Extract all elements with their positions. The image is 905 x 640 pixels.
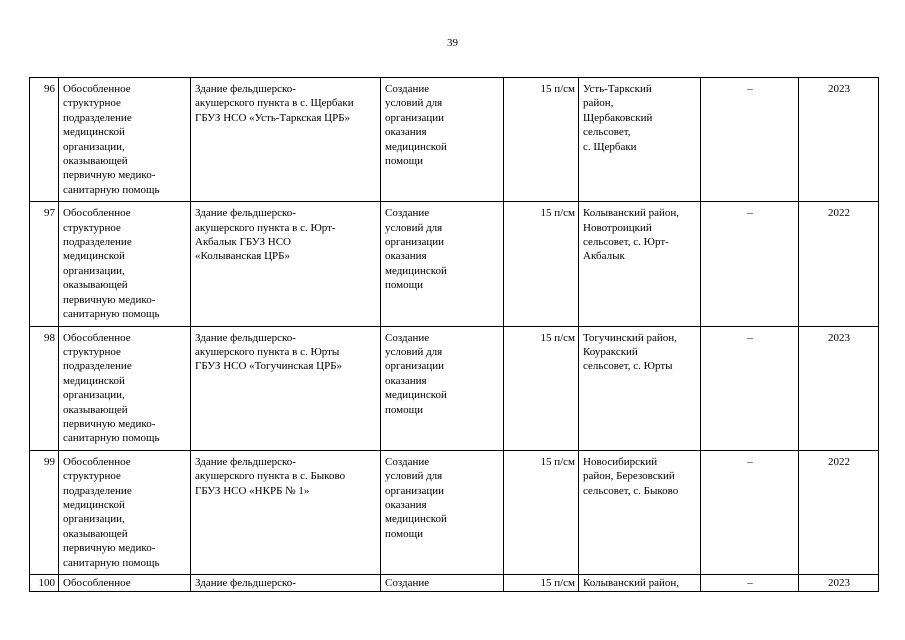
purpose-line: оказания <box>385 126 427 139</box>
organization-type-line: санитарную помощь <box>63 556 160 569</box>
organization-type-line: оказывающей <box>63 279 128 292</box>
building-name-line: акушерского пункта в с. Юрты <box>195 345 340 358</box>
organization-type-line: первичную медико- <box>63 169 156 182</box>
organization-type <box>59 450 191 574</box>
building-name <box>191 450 381 574</box>
completion-year: 2022 <box>799 202 879 326</box>
organization-type <box>59 78 191 202</box>
location-line: Колыванский район, <box>583 577 679 589</box>
purpose-line: медицинской <box>385 264 447 277</box>
purpose-line: условий для <box>385 97 443 110</box>
building-name-line: Здание фельдшерско- <box>195 455 296 468</box>
location <box>579 202 701 326</box>
page-number: 39 <box>447 37 458 49</box>
purpose-line: помощи <box>385 403 423 416</box>
purpose-line: Создание <box>385 577 430 589</box>
location-line: сельсовет, с. Юрт- <box>583 236 669 249</box>
location <box>579 450 701 574</box>
purpose-line: помощи <box>385 527 423 540</box>
purpose <box>381 450 504 574</box>
completion-year: 2023 <box>799 575 879 592</box>
location-line: Тогучинский район, <box>583 331 677 344</box>
table-body <box>30 78 879 592</box>
location-line: Колыванский район, <box>583 207 679 220</box>
building-name-line: ГБУЗ НСО «Тогучинская ЦРБ» <box>195 360 343 373</box>
building-name <box>191 78 381 202</box>
table-row <box>30 202 879 326</box>
purpose-line: медицинской <box>385 513 447 526</box>
financing: – <box>701 326 799 450</box>
purpose-line: Создание <box>385 331 430 344</box>
purpose-line: условий для <box>385 345 443 358</box>
row-number: 98 <box>30 326 59 450</box>
organization-type <box>59 202 191 326</box>
organization-type-line: санитарную помощь <box>63 308 160 321</box>
location-line: район, <box>583 97 614 110</box>
capacity: 15 п/см <box>504 202 579 326</box>
financing: – <box>701 575 799 592</box>
purpose-line: оказания <box>385 498 427 511</box>
organization-type-line: Обособленное <box>63 577 131 589</box>
organization-type-line: подразделение <box>63 484 132 497</box>
location <box>579 78 701 202</box>
financing: – <box>701 450 799 574</box>
location-line: Щербаковский <box>583 111 653 124</box>
organization-type-line: медицинской <box>63 250 125 263</box>
organization-type-line: структурное <box>63 221 121 234</box>
building-name-line: Здание фельдшерско- <box>195 83 296 95</box>
organization-type-line: первичную медико- <box>63 417 156 430</box>
purpose-line: организации <box>385 236 445 249</box>
row-number: 99 <box>30 450 59 574</box>
organization-type-line: медицинской <box>63 374 125 387</box>
organization-type-line: структурное <box>63 470 121 483</box>
financing: – <box>701 202 799 326</box>
table-row <box>30 575 879 592</box>
organization-type <box>59 575 191 592</box>
purpose-line: оказания <box>385 374 427 387</box>
organization-type-line: Обособленное <box>63 207 131 220</box>
building-name <box>191 326 381 450</box>
location <box>579 575 701 592</box>
location-line: Усть-Таркский <box>583 83 652 95</box>
organization-type-line: оказывающей <box>63 527 128 540</box>
organization-type-line: медицинской <box>63 126 125 139</box>
row-number: 100 <box>30 575 59 592</box>
building-name-line: акушерского пункта в с. Быково <box>195 470 346 483</box>
organization-type-line: подразделение <box>63 360 132 373</box>
building-name-line: ГБУЗ НСО «НКРБ № 1» <box>195 484 310 497</box>
row-number: 96 <box>30 78 59 202</box>
table-row <box>30 78 879 202</box>
organization-type-line: организации, <box>63 264 125 277</box>
location-line: сельсовет, с. Юрты <box>583 360 673 373</box>
organization-type-line: оказывающей <box>63 155 128 168</box>
organization-type-line: санитарную помощь <box>63 183 160 196</box>
purpose-line: медицинской <box>385 140 447 153</box>
building-name <box>191 575 381 592</box>
location-line: сельсовет, <box>583 126 631 139</box>
building-name-line: Здание фельдшерско- <box>195 207 296 220</box>
capacity: 15 п/см <box>504 78 579 202</box>
building-name-line: акушерского пункта в с. Щербаки <box>195 97 354 110</box>
organization-type <box>59 326 191 450</box>
building-name <box>191 202 381 326</box>
organization-type-line: структурное <box>63 97 121 110</box>
organization-type-line: организации, <box>63 140 125 153</box>
purpose-line: помощи <box>385 279 423 292</box>
purpose-line: организации <box>385 111 445 124</box>
objects-table <box>29 77 879 592</box>
location-line: район, Березовский <box>583 470 675 483</box>
purpose-line: помощи <box>385 155 423 168</box>
building-name-line: «Колыванская ЦРБ» <box>195 250 290 263</box>
purpose-line: условий для <box>385 470 443 483</box>
organization-type-line: организации, <box>63 389 125 402</box>
organization-type-line: санитарную помощь <box>63 432 160 445</box>
purpose-line: Создание <box>385 455 430 468</box>
location-line: Новотроицкий <box>583 221 652 234</box>
purpose <box>381 202 504 326</box>
organization-type-line: первичную медико- <box>63 293 156 306</box>
location-line: с. Щербаки <box>583 140 637 153</box>
table-row <box>30 326 879 450</box>
capacity: 15 п/см <box>504 450 579 574</box>
location-line: Новосибирский <box>583 455 658 468</box>
purpose-line: оказания <box>385 250 427 263</box>
location-line: Акбалык <box>583 250 625 263</box>
building-name-line: Здание фельдшерско- <box>195 577 296 589</box>
organization-type-line: медицинской <box>63 498 125 511</box>
purpose-line: Создание <box>385 207 430 220</box>
financing: – <box>701 78 799 202</box>
purpose-line: условий для <box>385 221 443 234</box>
purpose-line: организации <box>385 484 445 497</box>
purpose <box>381 326 504 450</box>
purpose-line: медицинской <box>385 389 447 402</box>
capacity: 15 п/см <box>504 575 579 592</box>
organization-type-line: структурное <box>63 345 121 358</box>
purpose-line: Создание <box>385 83 430 95</box>
organization-type-line: Обособленное <box>63 455 131 468</box>
organization-type-line: первичную медико- <box>63 542 156 555</box>
building-name-line: акушерского пункта в с. Юрт- <box>195 221 336 234</box>
location <box>579 326 701 450</box>
row-number: 97 <box>30 202 59 326</box>
completion-year: 2023 <box>799 78 879 202</box>
completion-year: 2023 <box>799 326 879 450</box>
completion-year: 2022 <box>799 450 879 574</box>
purpose <box>381 575 504 592</box>
organization-type-line: Обособленное <box>63 83 131 95</box>
building-name-line: ГБУЗ НСО «Усть-Таркская ЦРБ» <box>195 111 351 124</box>
building-name-line: Акбалык ГБУЗ НСО <box>195 236 291 249</box>
organization-type-line: Обособленное <box>63 331 131 344</box>
organization-type-line: оказывающей <box>63 403 128 416</box>
location-line: сельсовет, с. Быково <box>583 484 679 497</box>
purpose <box>381 78 504 202</box>
location-line: Коуракский <box>583 345 638 358</box>
building-name-line: Здание фельдшерско- <box>195 331 296 344</box>
organization-type-line: организации, <box>63 513 125 526</box>
purpose-line: организации <box>385 360 445 373</box>
organization-type-line: подразделение <box>63 236 132 249</box>
organization-type-line: подразделение <box>63 111 132 124</box>
table-row <box>30 450 879 574</box>
capacity: 15 п/см <box>504 326 579 450</box>
